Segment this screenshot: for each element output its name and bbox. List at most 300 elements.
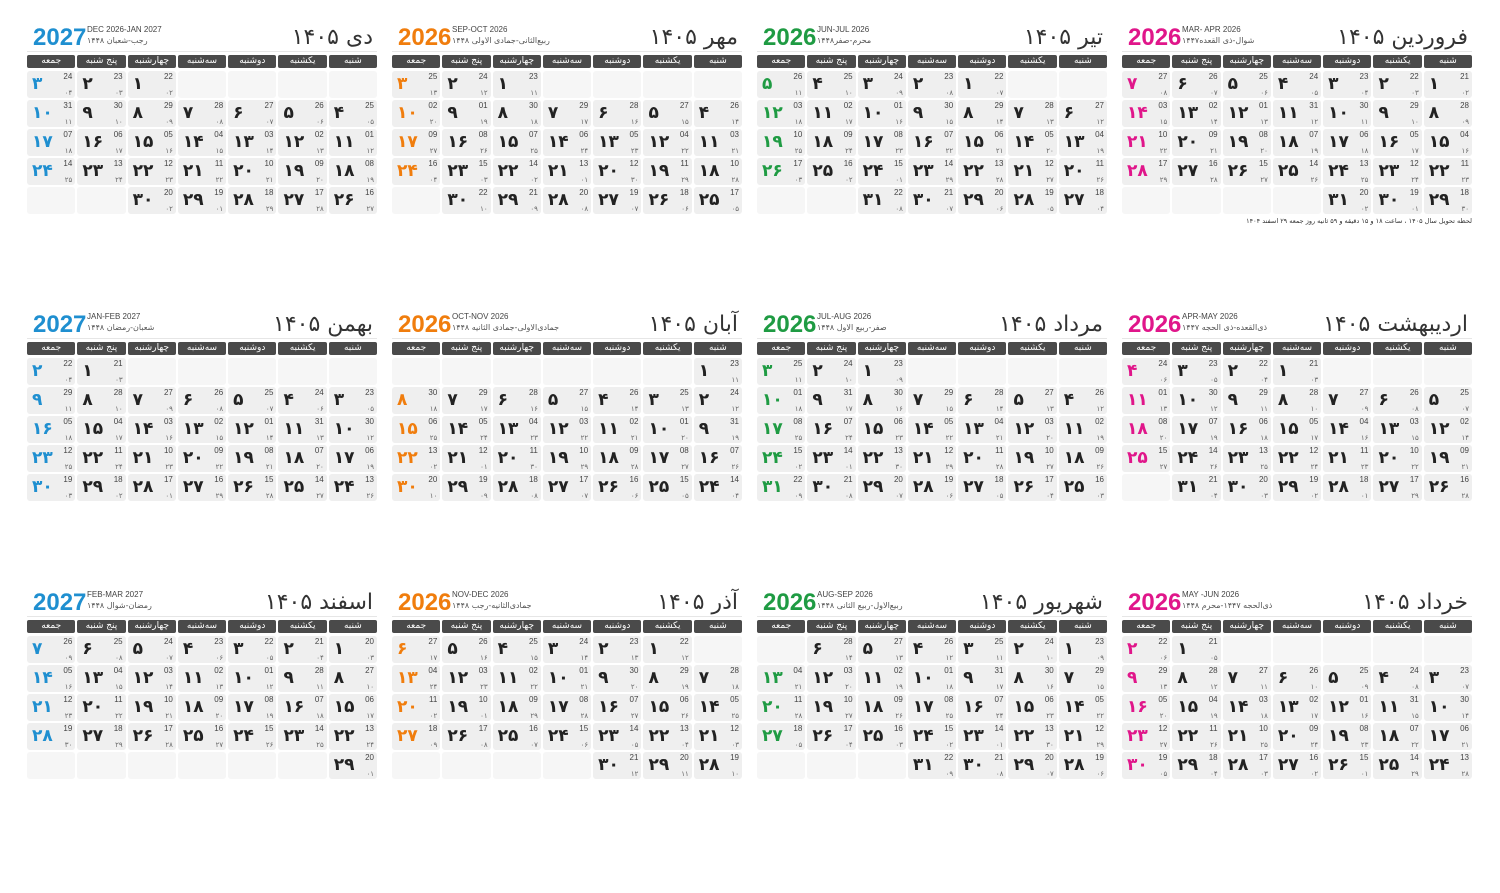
hijri-day-number: ۲۸ bbox=[580, 712, 589, 720]
month-header bbox=[757, 312, 1107, 339]
gregorian-day-number: 27 bbox=[1044, 388, 1054, 397]
hijri-day-number: ۰۲ bbox=[945, 741, 954, 749]
persian-day-number: ۳ bbox=[32, 74, 43, 94]
hijri-day-number: ۱۳ bbox=[1046, 118, 1054, 126]
weekday-label: دوشنبه bbox=[228, 620, 276, 633]
weekday-label: شنبه bbox=[1059, 620, 1107, 633]
persian-day-number: ۱۷ bbox=[547, 697, 569, 717]
empty-day-cell bbox=[77, 752, 125, 779]
gregorian-day-number: 17 bbox=[843, 724, 853, 733]
persian-day-number: ۲۸ bbox=[1328, 477, 1349, 497]
hijri-day-number: ۰۲ bbox=[165, 205, 173, 213]
day-cell bbox=[908, 636, 956, 663]
gregorian-year: 2026 bbox=[398, 24, 452, 51]
persian-day-number: ۲۴ bbox=[862, 161, 884, 181]
persian-day-number: ۸ bbox=[1277, 390, 1289, 410]
gregorian-day-number: 12 bbox=[478, 446, 488, 455]
hijri-day-number: ۰۸ bbox=[1411, 405, 1419, 413]
week-row bbox=[757, 100, 1107, 127]
gregorian-day-number: 01 bbox=[1359, 695, 1369, 704]
hijri-day-number: ۲۸ bbox=[165, 741, 173, 749]
hijri-day-number: ۰۲ bbox=[845, 176, 853, 184]
day-cell bbox=[1273, 100, 1321, 127]
persian-day-number: ۱۸ bbox=[1063, 448, 1085, 468]
day-cell bbox=[694, 752, 742, 779]
hijri-day-number: ۱۱ bbox=[1260, 405, 1268, 413]
weekday-label: سه‌شنبه bbox=[1273, 342, 1321, 355]
hijri-day-number: ۱۴ bbox=[580, 654, 589, 662]
hijri-day-number: ۰۷ bbox=[995, 89, 1004, 97]
day-cell bbox=[1172, 129, 1220, 156]
friday-cell bbox=[1122, 694, 1170, 721]
gregorian-day-number: 23 bbox=[1460, 666, 1469, 675]
friday-cell bbox=[27, 474, 75, 501]
hijri-day-number: ۱۷ bbox=[845, 405, 853, 413]
gregorian-day-number: 26 bbox=[63, 637, 73, 646]
day-cell bbox=[1424, 187, 1472, 214]
month-header bbox=[392, 590, 742, 617]
weekday-label: چهارشنبه bbox=[493, 620, 541, 633]
gregorian-day-number: 10 bbox=[843, 695, 853, 704]
day-cell bbox=[908, 474, 956, 501]
hijri-day-number: ۱۸ bbox=[794, 405, 803, 413]
persian-day-number: ۱۵ bbox=[497, 132, 519, 152]
day-cell bbox=[493, 665, 541, 692]
friday-cell bbox=[757, 358, 805, 385]
persian-day-number: ۳۰ bbox=[812, 477, 834, 497]
gregorian-day-number: 22 bbox=[264, 637, 274, 646]
day-cell bbox=[278, 723, 326, 750]
gregorian-day-number: 17 bbox=[793, 159, 803, 168]
persian-day-number: ۱۲ bbox=[812, 668, 834, 688]
gregorian-day-number: 14 bbox=[1409, 753, 1419, 762]
persian-day-number: ۷ bbox=[698, 668, 710, 688]
hijri-day-number: ۲۷ bbox=[1046, 463, 1054, 471]
gregorian-day-number: 25 bbox=[1359, 666, 1369, 675]
day-cell bbox=[128, 71, 176, 98]
hijri-day-number: ۱۹ bbox=[1310, 147, 1319, 155]
gregorian-day-number: 20 bbox=[365, 637, 374, 646]
hijri-day-number: ۱۳ bbox=[1046, 405, 1054, 413]
persian-day-number: ۲۲ bbox=[1013, 726, 1035, 746]
day-cell bbox=[1373, 752, 1421, 779]
weekday-label: سه‌شنبه bbox=[908, 620, 956, 633]
gregorian-day-number: 20 bbox=[163, 188, 173, 197]
persian-day-number: ۲۴ bbox=[1428, 755, 1450, 775]
gregorian-day-number: 13 bbox=[679, 724, 689, 733]
persian-day-number: ۱۰ bbox=[333, 419, 355, 439]
gregorian-day-number: 20 bbox=[1359, 188, 1369, 197]
hijri-day-number: ۲۵ bbox=[1360, 176, 1369, 184]
hijri-day-number: ۰۹ bbox=[64, 654, 73, 662]
persian-day-number: ۲۰ bbox=[762, 697, 783, 717]
gregorian-day-number: 23 bbox=[944, 72, 954, 81]
hijri-day-number: ۲۲ bbox=[1096, 712, 1104, 720]
friday-cell bbox=[392, 694, 440, 721]
persian-day-number: ۱۰ bbox=[762, 390, 783, 410]
hijri-day-number: ۰۱ bbox=[995, 741, 1004, 749]
persian-day-number: ۲۹ bbox=[82, 477, 104, 497]
friday-cell bbox=[27, 129, 75, 156]
gregorian-day-number: 23 bbox=[365, 388, 374, 397]
hijri-day-number: ۰۸ bbox=[995, 770, 1004, 778]
day-cell bbox=[1008, 387, 1056, 414]
weekday-label: دوشنبه bbox=[958, 55, 1006, 68]
gregorian-day-number: 28 bbox=[1309, 388, 1319, 397]
week-row bbox=[392, 474, 742, 501]
hijri-day-number: ۲۳ bbox=[165, 463, 173, 471]
hijri-day-number: ۱۱ bbox=[64, 405, 73, 413]
day-cell bbox=[1273, 694, 1321, 721]
day-cell bbox=[1172, 358, 1220, 385]
persian-day-number: ۲۶ bbox=[762, 161, 783, 181]
hijri-day-number: ۲۵ bbox=[1260, 463, 1268, 471]
gregorian-year: 2026 bbox=[763, 24, 817, 51]
day-cell bbox=[77, 158, 125, 185]
persian-day-number: ۱۰ bbox=[547, 668, 569, 688]
hijri-day-number: ۰۳ bbox=[895, 741, 903, 749]
weekday-label: دوشنبه bbox=[958, 620, 1006, 633]
day-cell bbox=[1323, 665, 1371, 692]
weekday-label: دوشنبه bbox=[593, 55, 641, 68]
gregorian-day-number: 01 bbox=[1258, 101, 1268, 110]
day-cell bbox=[1059, 723, 1107, 750]
hijri-day-number: ۲۱ bbox=[165, 712, 173, 720]
day-cell bbox=[1373, 416, 1421, 443]
persian-day-number: ۱۴ bbox=[1328, 419, 1349, 439]
day-cell bbox=[593, 665, 641, 692]
gregorian-year: 2027 bbox=[33, 24, 87, 51]
hijri-day-number: ۱۸ bbox=[731, 683, 739, 691]
hijri-day-number: ۱۹ bbox=[731, 434, 739, 442]
day-cell bbox=[1059, 158, 1107, 185]
hijri-day-number: ۱۲ bbox=[1310, 118, 1319, 126]
hijri-day-number: ۰۲ bbox=[794, 463, 803, 471]
day-cell bbox=[1223, 416, 1271, 443]
empty-day-cell bbox=[27, 187, 75, 214]
week-row bbox=[27, 445, 377, 472]
day-cell bbox=[694, 445, 742, 472]
persian-day-number: ۲۲ bbox=[862, 448, 884, 468]
day-cell bbox=[493, 445, 541, 472]
hijri-day-number: ۱۳ bbox=[681, 405, 689, 413]
persian-day-number: ۱۵ bbox=[963, 132, 984, 152]
day-cell bbox=[1172, 636, 1220, 663]
gregorian-day-number: 22 bbox=[1258, 359, 1268, 368]
friday-cell bbox=[27, 358, 75, 385]
hijri-day-number: ۱۷ bbox=[115, 147, 123, 155]
persian-day-number: ۱۹ bbox=[1428, 448, 1450, 468]
weekday-label: جمعه bbox=[392, 55, 440, 68]
day-cell bbox=[1172, 723, 1220, 750]
week-row bbox=[1122, 416, 1472, 443]
weekday-header-row bbox=[27, 620, 377, 633]
gregorian-day-number: 30 bbox=[893, 388, 903, 397]
persian-day-number: ۱۳ bbox=[233, 132, 254, 152]
gregorian-day-number: 24 bbox=[843, 359, 853, 368]
friday-cell bbox=[757, 474, 805, 501]
persian-day-number: ۱۸ bbox=[182, 697, 204, 717]
day-cell bbox=[1323, 100, 1371, 127]
gregorian-day-number: 27 bbox=[264, 101, 274, 110]
day-cell bbox=[543, 187, 591, 214]
hijri-day-number: ۲۹ bbox=[215, 492, 224, 500]
gregorian-day-number: 06 bbox=[893, 417, 903, 426]
day-cell bbox=[1223, 358, 1271, 385]
weekday-label: جمعه bbox=[392, 342, 440, 355]
month-events-notes bbox=[27, 217, 377, 281]
gregorian-day-number: 19 bbox=[1409, 188, 1419, 197]
friday-cell bbox=[1122, 636, 1170, 663]
gregorian-day-number: 06 bbox=[365, 446, 374, 455]
month-esfand bbox=[27, 590, 377, 870]
persian-day-number: ۱۱ bbox=[333, 132, 355, 152]
gregorian-day-number: 29 bbox=[1409, 101, 1419, 110]
gregorian-day-number: 04 bbox=[1359, 417, 1369, 426]
weekday-label: جمعه bbox=[1122, 55, 1170, 68]
day-cell bbox=[77, 358, 125, 385]
gregorian-day-number: 13 bbox=[113, 159, 123, 168]
week-row bbox=[1122, 187, 1472, 214]
day-cell bbox=[958, 752, 1006, 779]
day-cell bbox=[643, 723, 691, 750]
persian-day-number: ۵ bbox=[648, 103, 659, 123]
gregorian-day-number: 05 bbox=[944, 417, 954, 426]
month-header bbox=[757, 590, 1107, 617]
hijri-day-number: ۲۷ bbox=[630, 712, 639, 720]
hijri-day-number: ۰۹ bbox=[794, 492, 803, 500]
day-cell bbox=[493, 129, 541, 156]
gregorian-day-number: 22 bbox=[478, 188, 488, 197]
persian-day-number: ۲۲ bbox=[963, 161, 984, 181]
hijri-day-number: ۲۷ bbox=[215, 741, 224, 749]
persian-day-number: ۲۳ bbox=[82, 161, 104, 181]
weekday-label: چهارشنبه bbox=[858, 342, 906, 355]
hijri-day-number: ۰۱ bbox=[215, 205, 224, 213]
hijri-day-number: ۰۳ bbox=[1260, 770, 1268, 778]
persian-day-number: ۲۳ bbox=[283, 726, 305, 746]
day-cell bbox=[178, 387, 226, 414]
day-cell bbox=[643, 752, 691, 779]
gregorian-day-number: 29 bbox=[994, 101, 1004, 110]
persian-day-number: ۲ bbox=[1013, 639, 1024, 659]
persian-day-number: ۱۶ bbox=[1227, 419, 1249, 439]
persian-day-number: ۱۴ bbox=[182, 132, 204, 152]
day-cell bbox=[694, 665, 742, 692]
weekday-label: یکشنبه bbox=[278, 620, 326, 633]
gregorian-day-number: 15 bbox=[579, 724, 589, 733]
persian-day-number: ۳ bbox=[397, 74, 408, 94]
persian-day-number: ۳۰ bbox=[1227, 477, 1249, 497]
empty-day-cell bbox=[1122, 187, 1170, 214]
persian-day-number: ۵ bbox=[1428, 390, 1440, 410]
day-cell bbox=[178, 100, 226, 127]
hijri-day-number: ۰۸ bbox=[215, 405, 224, 413]
hijri-day-number: ۲۸ bbox=[630, 463, 639, 471]
gregorian-range: JUN-JUL 2026 bbox=[817, 25, 870, 34]
gregorian-day-number: 23 bbox=[629, 637, 639, 646]
persian-day-number: ۲ bbox=[912, 74, 924, 94]
day-cell bbox=[1323, 752, 1371, 779]
day-cell bbox=[128, 723, 176, 750]
hijri-day-number: ۲۲ bbox=[530, 683, 538, 691]
persian-day-number: ۱۳ bbox=[762, 668, 783, 688]
weekday-label: شنبه bbox=[1424, 55, 1472, 68]
hijri-day-number: ۰۵ bbox=[731, 205, 739, 213]
gregorian-day-number: 23 bbox=[113, 72, 123, 81]
weekday-label: جمعه bbox=[27, 342, 75, 355]
gregorian-day-number: 15 bbox=[1158, 446, 1168, 455]
persian-day-number: ۱۶ bbox=[1378, 132, 1400, 152]
gregorian-day-number: 15 bbox=[679, 475, 689, 484]
week-row bbox=[27, 636, 377, 663]
gregorian-day-number: 09 bbox=[314, 159, 324, 168]
persian-day-number: ۱۷ bbox=[233, 697, 254, 717]
hijri-day-number: ۱۵ bbox=[530, 654, 538, 662]
persian-day-number: ۱ bbox=[333, 639, 345, 659]
weekday-label: دوشنبه bbox=[1323, 620, 1371, 633]
persian-day-number: ۱۲ bbox=[283, 132, 305, 152]
weekday-label: پنج شنبه bbox=[442, 342, 490, 355]
weekday-header-row bbox=[757, 342, 1107, 355]
hijri-day-number: ۰۱ bbox=[1360, 770, 1369, 778]
hijri-day-number: ۲۶ bbox=[731, 463, 739, 471]
hijri-day-number: ۰۳ bbox=[794, 176, 803, 184]
day-cell bbox=[1223, 71, 1271, 98]
day-cell bbox=[442, 158, 490, 185]
gregorian-day-number: 03 bbox=[163, 666, 173, 675]
gregorian-day-number: 25 bbox=[365, 101, 374, 110]
hijri-day-number: ۰۳ bbox=[115, 89, 123, 97]
persian-day-number: ۱۸ bbox=[497, 697, 519, 717]
day-cell bbox=[228, 187, 276, 214]
persian-day-number: ۲۲ bbox=[648, 726, 670, 746]
day-cell bbox=[178, 129, 226, 156]
day-cell bbox=[807, 694, 855, 721]
persian-day-number: ۲۸ bbox=[698, 755, 720, 775]
hijri-day-number: ۲۲ bbox=[215, 176, 224, 184]
persian-day-number: ۲۱ bbox=[912, 448, 934, 468]
day-cell bbox=[807, 665, 855, 692]
weekday-label: یکشنبه bbox=[1373, 620, 1421, 633]
gregorian-day-number: 13 bbox=[1460, 753, 1469, 762]
day-cell bbox=[329, 445, 377, 472]
empty-day-cell bbox=[1424, 636, 1472, 663]
gregorian-day-number: 16 bbox=[1095, 475, 1104, 484]
hijri-day-number: ۱۶ bbox=[64, 683, 73, 691]
hijri-day-number: ۲۷ bbox=[1159, 463, 1168, 471]
gregorian-day-number: 28 bbox=[1460, 101, 1469, 110]
persian-day-number: ۲۳ bbox=[1227, 448, 1249, 468]
day-cell bbox=[493, 387, 541, 414]
gregorian-day-number: 27 bbox=[1095, 101, 1104, 110]
gregorian-day-number: 07 bbox=[994, 695, 1004, 704]
hijri-day-number: ۲۳ bbox=[1360, 741, 1369, 749]
day-grid bbox=[392, 358, 742, 501]
hijri-day-number: ۲۸ bbox=[316, 205, 324, 213]
hijri-day-number: ۱۹ bbox=[1210, 712, 1218, 720]
hijri-day-number: ۱۱ bbox=[681, 770, 689, 778]
week-row bbox=[27, 71, 377, 98]
gregorian-day-number: 16 bbox=[893, 724, 903, 733]
empty-day-cell bbox=[128, 358, 176, 385]
gregorian-day-number: 02 bbox=[1095, 417, 1104, 426]
week-row bbox=[1122, 694, 1472, 721]
hijri-day-number: ۲۰ bbox=[429, 118, 438, 126]
hijri-day-number: ۱۵ bbox=[945, 405, 954, 413]
gregorian-day-number: 26 bbox=[793, 72, 803, 81]
hijri-day-number: ۱۶ bbox=[480, 654, 488, 662]
day-cell bbox=[543, 387, 591, 414]
persian-day-number: ۲۱ bbox=[182, 161, 204, 181]
gregorian-day-number: 10 bbox=[478, 695, 488, 704]
day-cell bbox=[1008, 636, 1056, 663]
day-cell bbox=[442, 636, 490, 663]
day-cell bbox=[694, 416, 742, 443]
week-row bbox=[392, 158, 742, 185]
hijri-day-number: ۰۹ bbox=[429, 741, 438, 749]
persian-day-number: ۲۶ bbox=[648, 190, 670, 210]
week-row bbox=[27, 752, 377, 779]
gregorian-day-number: 24 bbox=[163, 637, 173, 646]
gregorian-day-number: 07 bbox=[63, 130, 73, 139]
weekday-label: چهارشنبه bbox=[128, 342, 176, 355]
persian-day-number: ۲۶ bbox=[1328, 755, 1349, 775]
hijri-day-number: ۰۳ bbox=[731, 741, 739, 749]
persian-day-number: ۱۲ bbox=[447, 668, 469, 688]
friday-cell bbox=[27, 158, 75, 185]
gregorian-day-number: 13 bbox=[428, 446, 438, 455]
hijri-day-number: ۲۵ bbox=[64, 176, 73, 184]
gregorian-day-number: 15 bbox=[478, 159, 488, 168]
day-cell bbox=[1223, 387, 1271, 414]
gregorian-day-number: 01 bbox=[579, 666, 589, 675]
hijri-day-number: ۰۹ bbox=[480, 492, 488, 500]
hijri-day-number: ۰۵ bbox=[1310, 89, 1319, 97]
persian-day-number: ۱۰ bbox=[1177, 390, 1199, 410]
day-cell bbox=[593, 445, 641, 472]
persian-day-number: ۸ bbox=[648, 668, 659, 688]
gregorian-day-number: 30 bbox=[1460, 695, 1469, 704]
hijri-day-number: ۲۰ bbox=[845, 683, 853, 691]
day-cell bbox=[807, 100, 855, 127]
hijri-day-number: ۱۰ bbox=[1411, 118, 1419, 126]
persian-day-number: ۲۸ bbox=[1013, 190, 1035, 210]
persian-day-number: ۲۷ bbox=[1177, 161, 1199, 181]
hijri-day-number: ۱۳ bbox=[215, 683, 224, 691]
gregorian-day-number: 02 bbox=[428, 101, 438, 110]
gregorian-range: SEP-OCT 2026 bbox=[452, 25, 508, 34]
persian-day-number: ۱۸ bbox=[1277, 132, 1299, 152]
empty-day-cell bbox=[694, 71, 742, 98]
persian-day-number: ۲۷ bbox=[762, 726, 783, 746]
day-cell bbox=[493, 187, 541, 214]
gregorian-day-number: 07 bbox=[314, 446, 324, 455]
weekday-label: چهارشنبه bbox=[128, 55, 176, 68]
gregorian-day-number: 26 bbox=[214, 388, 224, 397]
gregorian-day-number: 10 bbox=[1258, 724, 1268, 733]
day-cell bbox=[228, 158, 276, 185]
hijri-day-number: ۲۵ bbox=[945, 712, 954, 720]
hijri-range: ذی‌الحجه ۱۴۴۷-محرم ۱۴۴۸ bbox=[1182, 601, 1273, 610]
day-cell bbox=[1008, 100, 1056, 127]
gregorian-day-number: 30 bbox=[365, 417, 374, 426]
hijri-day-number: ۲۹ bbox=[115, 741, 123, 749]
week-row bbox=[392, 752, 742, 779]
gregorian-day-number: 11 bbox=[114, 695, 123, 704]
gregorian-day-number: 21 bbox=[528, 188, 538, 197]
day-cell bbox=[694, 387, 742, 414]
